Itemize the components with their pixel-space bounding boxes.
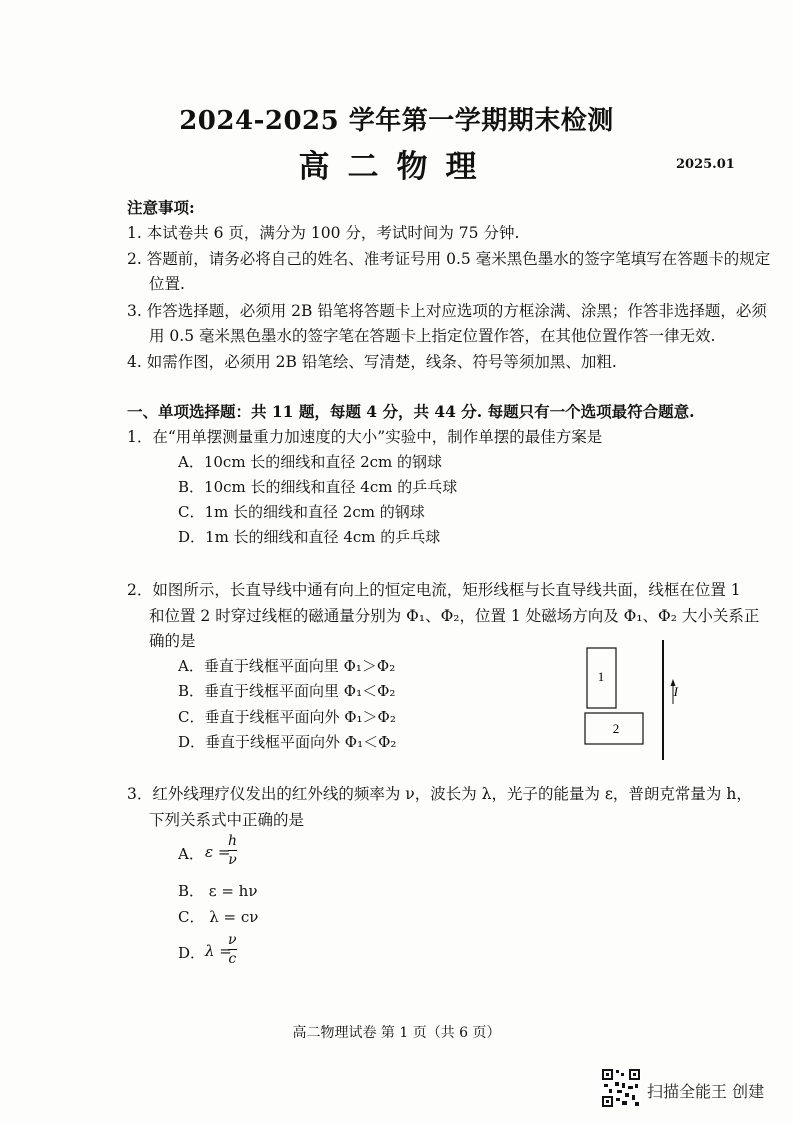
q2-figure xyxy=(580,638,680,763)
exam-subject: 高二物理 xyxy=(298,149,495,185)
q3-stem-line: 下列关系式中正确的是 xyxy=(149,811,305,829)
note-line: 2. 答题前，请务必将自己的姓名、准考证号用 0.5 毫米黑色墨水的签字笔填写在答题卡的规定 xyxy=(127,250,771,268)
q1-option-d: D．1m 长的细线和直径 4cm 的乒乓球 xyxy=(178,528,441,546)
note-line: 1. 本试卷共 6 页，满分为 100 分，考试时间为 75 分钟. xyxy=(127,224,520,242)
q2-stem-line: 确的是 xyxy=(149,632,196,650)
note-line: 4. 如需作图，必须用 2B 铅笔绘、写清楚，线条、符号等须加黑、加粗. xyxy=(127,353,617,371)
loop-label-1: 1 xyxy=(597,669,605,684)
q2-option-b: B．垂直于线框平面向里 Φ₁＜Φ₂ xyxy=(178,682,396,700)
loop-label-2: 2 xyxy=(612,721,620,736)
q3-option-d-lhs: λ = xyxy=(205,942,232,960)
fraction-numerator: ν xyxy=(228,932,237,948)
q2-option-a: A．垂直于线框平面向里 Φ₁＞Φ₂ xyxy=(178,657,396,675)
q1-option-a: A．10cm 长的细线和直径 2cm 的钢球 xyxy=(178,453,443,471)
section-heading: 一、单项选择题：共 11 题，每题 4 分，共 44 分. 每题只有一个选项最符合题意. xyxy=(127,402,695,421)
q2-option-d: D．垂直于线框平面向外 Φ₁＜Φ₂ xyxy=(178,733,397,751)
q3-option-d-fraction xyxy=(228,933,237,966)
page-footer: 高二物理试卷 第 1 页（共 6 页） xyxy=(292,1025,501,1041)
note-line: 用 0.5 毫米黑色墨水的签字笔在答题卡上指定位置作答，在其他位置作答一律无效. xyxy=(149,327,716,345)
q3-option-c: C． λ = cν xyxy=(178,908,259,926)
q3-option-a-fraction xyxy=(228,834,237,867)
scanner-watermark: 扫描全能王 创建 xyxy=(647,1082,765,1101)
q3-stem-line: 3．红外线理疗仪发出的红外线的频率为 ν，波长为 λ，光子的能量为 ε，普朗克常量为 h， xyxy=(127,785,752,803)
q2-stem-line: 和位置 2 时穿过线框的磁通量分别为 Φ₁、Φ₂，位置 1 处磁场方向及 Φ₁、Φ₂ 大小关系正 xyxy=(149,607,760,625)
exam-date: 2025.01 xyxy=(676,157,735,172)
fraction-numerator: h xyxy=(228,833,238,849)
current-label: I xyxy=(673,684,678,699)
note-line: 位置. xyxy=(149,275,185,293)
qr-code-icon xyxy=(601,1068,641,1108)
exam-title: 2024-2025 学年第一学期期末检测 xyxy=(179,106,614,136)
q2-stem-line: 2．如图所示，长直导线中通有向上的恒定电流，矩形线框与长直导线共面，线框在位置 1 xyxy=(127,581,741,599)
q1-stem: 1．在“用单摆测量重力加速度的大小”实验中，制作单摆的最佳方案是 xyxy=(127,428,603,446)
q3-option-a-label: A． xyxy=(178,845,204,863)
fraction-denominator: ν xyxy=(228,852,237,868)
note-line: 3. 作答选择题，必须用 2B 铅笔将答题卡上对应选项的方框涂满、涂黑；作答非选择题，必须 xyxy=(127,302,767,320)
q3-option-b: B． ε = hν xyxy=(178,882,258,900)
q2-option-c: C．垂直于线框平面向外 Φ₁＞Φ₂ xyxy=(178,708,396,726)
q1-option-c: C．1m 长的细线和直径 2cm 的钢球 xyxy=(178,503,425,521)
q1-option-b: B．10cm 长的细线和直径 4cm 的乒乓球 xyxy=(178,478,458,496)
fraction-denominator: c xyxy=(228,951,237,967)
q3-option-a-lhs: ε = xyxy=(205,843,231,861)
q3-option-d-label: D． xyxy=(178,944,206,962)
notes-heading: 注意事项: xyxy=(127,198,195,217)
